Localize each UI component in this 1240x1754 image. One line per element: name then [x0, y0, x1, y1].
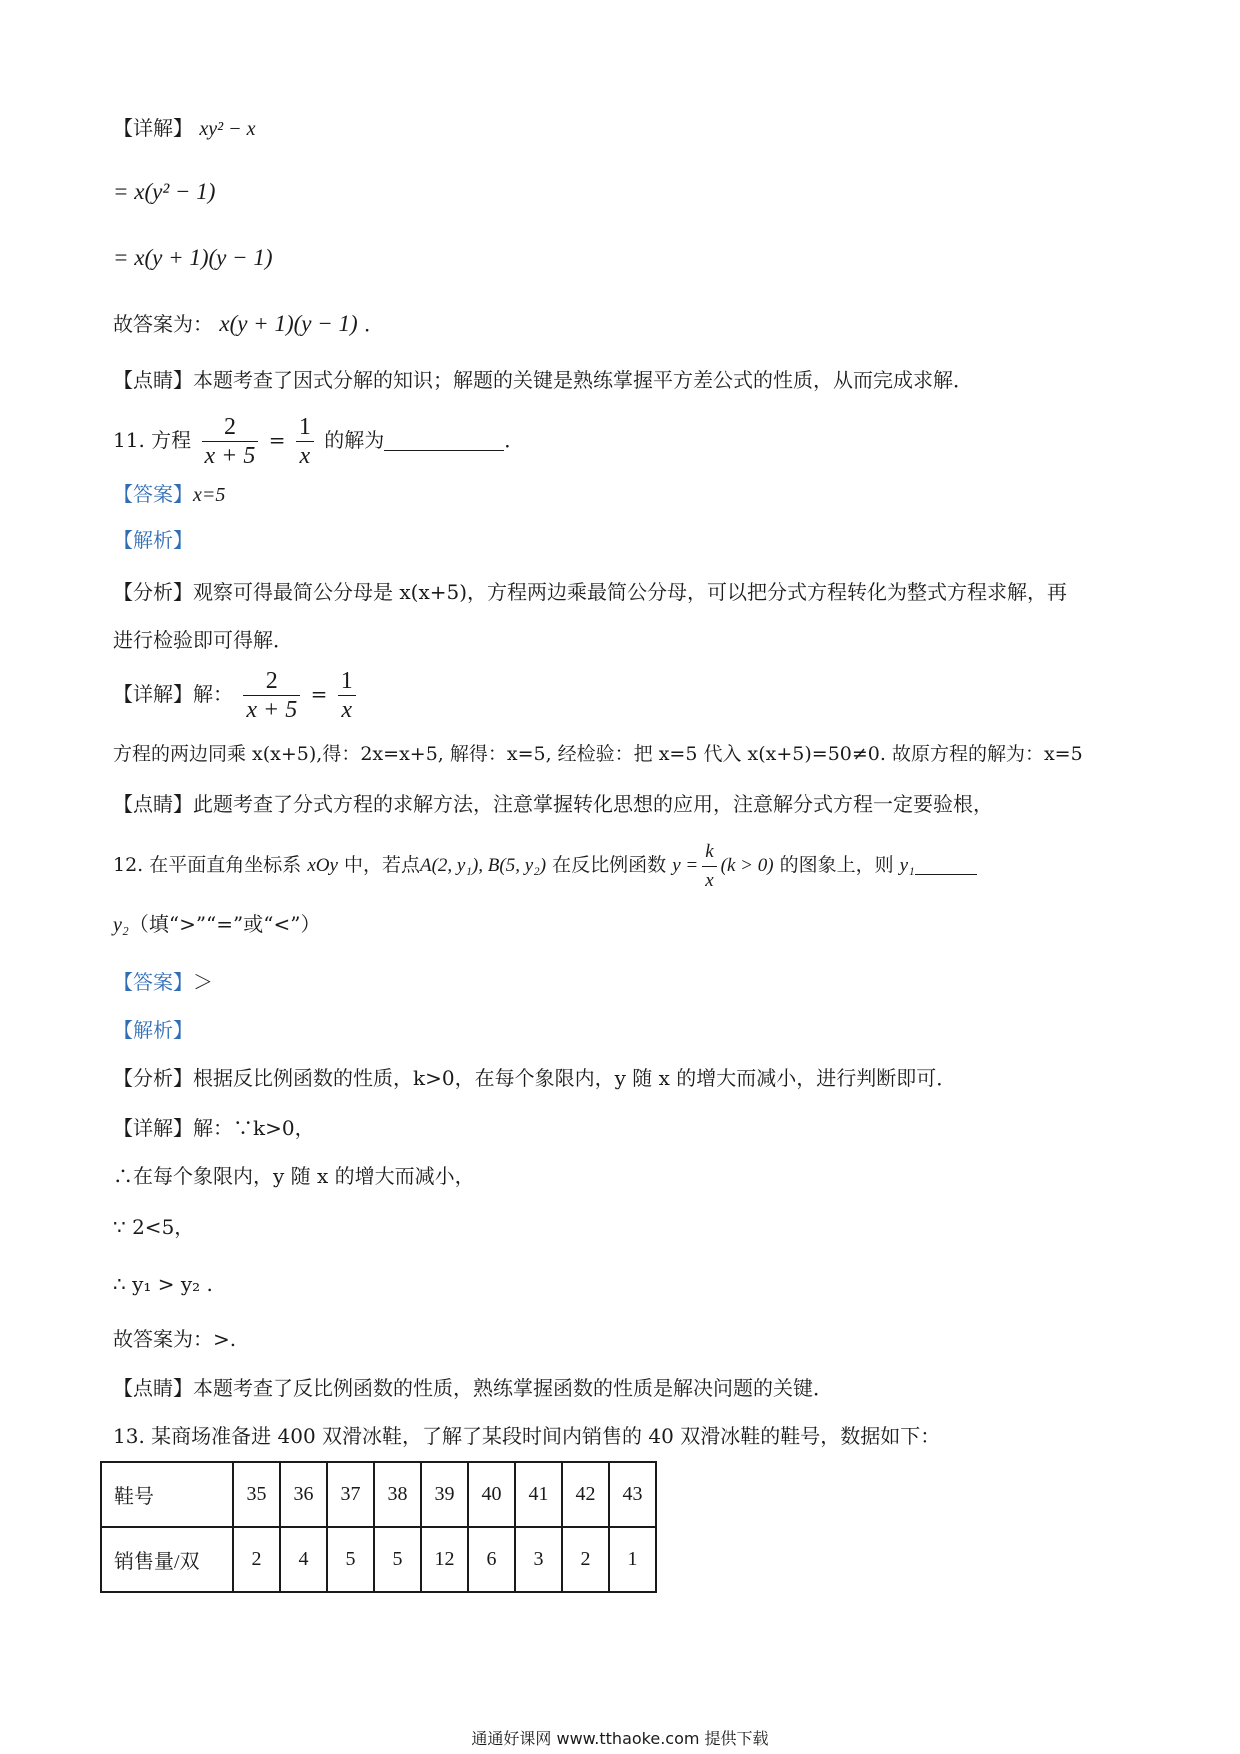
q11-suffix: 的解为	[324, 428, 385, 452]
q12-fenxi-tag: 【分析】	[113, 1066, 193, 1090]
q11-comment-tag: 【点睛】	[113, 792, 193, 816]
table-row-sizes	[101, 1462, 656, 1527]
sales-cell: 6	[468, 1527, 515, 1592]
size-cell: 35	[233, 1462, 280, 1527]
size-cell: 40	[468, 1462, 515, 1527]
q12-comment-tag: 【点睛】	[113, 1376, 193, 1400]
q11-lhs-denominator: x + 5	[204, 443, 256, 469]
sales-cell: 2	[233, 1527, 280, 1592]
q11-fenxi-tag: 【分析】	[113, 580, 193, 604]
q11-detail-rhs-fraction	[338, 667, 356, 724]
q12-fenxi-line	[113, 1064, 956, 1092]
comment-tag: 【点睛】	[113, 368, 193, 392]
q12-xoy: xOy	[307, 855, 338, 876]
q12-detail-2: ∴在每个象限内，y 随 x 的增大而减小，	[113, 1164, 475, 1188]
q11-detail-lhs-fraction	[243, 667, 300, 724]
q11-fenxi-line-2: 进行检验即可得解．	[113, 628, 293, 652]
q11-detail-equals: =	[310, 682, 328, 706]
size-cell: 38	[374, 1462, 421, 1527]
page-footer: 通通好课网 www.tthaoke.com 提供下载	[471, 1729, 769, 1748]
detail-step-2: = x(y + 1)(y − 1)	[113, 245, 273, 270]
q12-func-fraction	[702, 838, 716, 895]
q12-detail-1: 解：∵k>0，	[193, 1116, 315, 1140]
q11-detail-prefix: 解：	[193, 682, 233, 706]
q12-y1: y₁	[899, 855, 915, 876]
table-row-sales	[101, 1527, 656, 1592]
q12-analysis-tag: 【解析】	[113, 1018, 193, 1042]
sales-cell: 3	[515, 1527, 562, 1592]
q11-analysis-tag: 【解析】	[113, 528, 193, 552]
q12-detail-line-1	[113, 1114, 315, 1142]
q12-func-numerator: k	[702, 838, 716, 867]
q12-mid2: 在反比例函数	[552, 854, 667, 876]
q11-detail-lhs-numerator: 2	[243, 667, 300, 696]
q11-equals: =	[268, 428, 286, 452]
shoe-size-table	[100, 1461, 657, 1593]
size-cell: 39	[421, 1462, 468, 1527]
question-13: 13. 某商场准备进 400 双滑冰鞋，了解了某段时间内销售的 40 双滑冰鞋的鞋号，数据如下：	[113, 1424, 941, 1448]
q12-comment: 本题考查了反比例函数的性质，熟练掌握函数的性质是解决问题的关键．	[193, 1376, 833, 1400]
q12-detail-3: ∵ 2<5，	[113, 1215, 195, 1239]
question-11	[113, 410, 524, 470]
size-cell: 36	[280, 1462, 327, 1527]
q11-rhs-denominator: x	[299, 443, 311, 469]
q12-y2: y₂	[113, 914, 129, 936]
table-header-sales: 销售量/双	[101, 1527, 233, 1592]
size-cell: 41	[515, 1462, 562, 1527]
sales-cell: 2	[562, 1527, 609, 1592]
detail-line-1	[113, 114, 255, 143]
comment-line-10	[113, 366, 973, 394]
size-cell: 43	[609, 1462, 656, 1527]
q12-func-denominator: x	[705, 869, 714, 891]
q11-detail-rhs-denominator: x	[341, 697, 353, 723]
comment-text: 本题考查了因式分解的知识；解题的关键是熟练掌握平方差公式的性质，从而完成求解．	[193, 368, 973, 392]
q11-lhs-fraction	[202, 413, 259, 470]
answer-line-10	[113, 310, 384, 338]
sales-cell: 1	[609, 1527, 656, 1592]
q12-answer-tag: 【答案】	[113, 970, 193, 994]
q11-detail-rhs-numerator: 1	[338, 667, 356, 696]
q11-answer-blank[interactable]	[384, 450, 504, 451]
q11-end: ．	[504, 428, 525, 452]
q11-detail-tag: 【详解】	[113, 682, 193, 706]
q11-detail-solution: 方程的两边同乘 x(x+5),得：2x=x+5, 解得：x=5, 经检验：把 x=5 代入 x(x+5)=50≠0. 故原方程的解为：x=5	[113, 743, 1083, 765]
q11-fenxi-text-1: 观察可得最简公分母是 x(x+5)，方程两边乘最简公分母，可以把分式方程转化为整式方程求解，再	[193, 580, 1068, 604]
q12-answer-blank[interactable]	[915, 874, 977, 875]
size-cell: 37	[327, 1462, 374, 1527]
q12-answer-line	[113, 968, 213, 996]
table-header-size: 鞋号	[101, 1462, 233, 1527]
q11-answer-line	[113, 480, 225, 509]
detail-expression: xy² − x	[199, 118, 256, 140]
q12-func-condition: (k > 0)	[720, 855, 774, 876]
answer-expression: x(y + 1)(y − 1)	[219, 311, 358, 336]
q12-final: 故答案为：>.	[113, 1327, 237, 1351]
q12-mid3: 的图象上，则	[779, 854, 894, 876]
q12-line-2	[113, 910, 320, 939]
size-cell: 42	[562, 1462, 609, 1527]
q11-fenxi-line-1	[113, 578, 1067, 606]
sales-cell: 4	[280, 1527, 327, 1592]
q11-prefix: 11. 方程	[113, 428, 192, 452]
question-12	[113, 835, 977, 896]
q12-fenxi: 根据反比例函数的性质，k>0，在每个象限内，y 随 x 的增大而减小，进行判断即可．	[193, 1066, 957, 1090]
q12-answer: ＞	[193, 970, 213, 994]
detail-tag: 【详解】	[113, 116, 193, 140]
q11-detail-line	[113, 664, 360, 724]
q11-detail-lhs-denominator: x + 5	[246, 697, 298, 723]
sales-cell: 5	[327, 1527, 374, 1592]
q11-answer: x=5	[193, 484, 226, 506]
sales-cell: 5	[374, 1527, 421, 1592]
q12-detail-tag: 【详解】	[113, 1116, 193, 1140]
q11-comment: 此题考查了分式方程的求解方法，注意掌握转化思想的应用，注意解分式方程一定要验根，	[193, 792, 993, 816]
q11-rhs-fraction	[296, 413, 314, 470]
q12-comment-line	[113, 1374, 833, 1402]
q12-prefix: 12. 在平面直角坐标系	[113, 854, 302, 876]
q12-mid1: 中，若点	[343, 854, 420, 876]
answer-prefix: 故答案为：	[113, 312, 213, 336]
q12-points: A(2, y₁), B(5, y₂)	[419, 855, 547, 876]
answer-suffix: ．	[364, 312, 385, 336]
q11-rhs-numerator: 1	[296, 413, 314, 442]
q12-detail-4: ∴ y₁ > y₂ .	[113, 1272, 213, 1296]
q11-lhs-numerator: 2	[202, 413, 259, 442]
q12-fill-hint: （填“>”“=”或“<”）	[128, 912, 321, 936]
q12-func-lhs: y =	[672, 855, 699, 876]
sales-cell: 12	[421, 1527, 468, 1592]
q11-answer-tag: 【答案】	[113, 482, 193, 506]
q11-comment-line	[113, 790, 993, 818]
detail-step-1: = x(y² − 1)	[113, 179, 216, 204]
